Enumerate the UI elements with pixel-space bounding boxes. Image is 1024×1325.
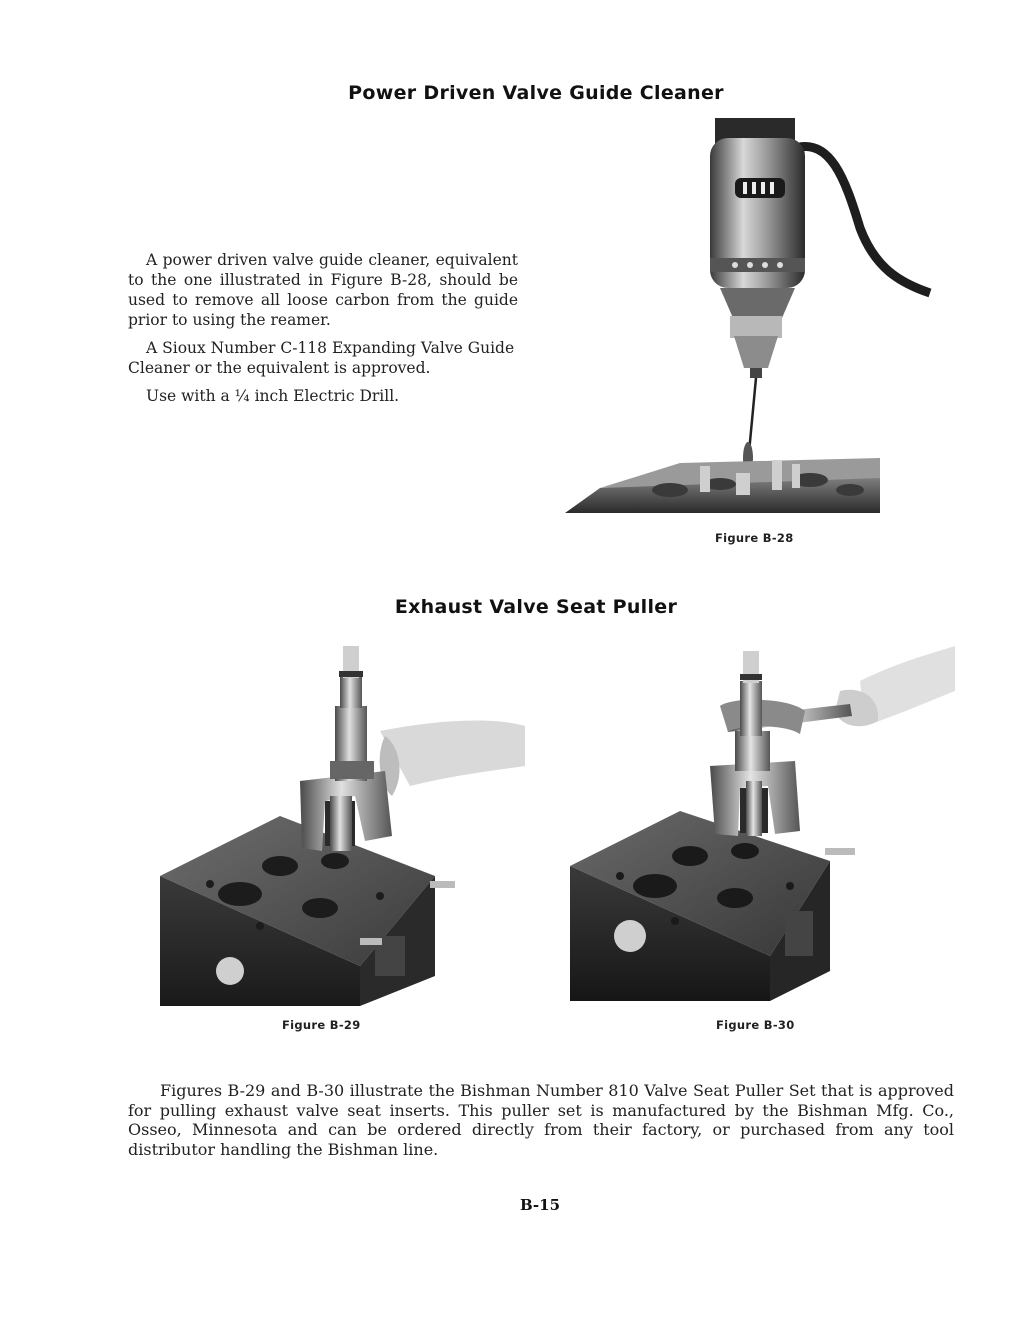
intro-paragraph-1: A power driven valve guide cleaner, equivalent to the one illustrated in Figure B-28, should be used to remove all loose carbon from the guide prior to using the reamer. (128, 251, 518, 329)
page-number: B-15 (519, 1196, 561, 1214)
section-title-exhaust-valve-seat-puller: Exhaust Valve Seat Puller (394, 596, 678, 618)
section-title-valve-guide-cleaner: Power Driven Valve Guide Cleaner (348, 82, 724, 104)
figure-b29-photo (130, 636, 530, 1006)
figure-b28-photo (560, 118, 950, 518)
figure-b28-caption: Figure B-28 (715, 531, 794, 545)
intro-text (128, 250, 518, 414)
figure-b30-photo (560, 636, 960, 1006)
figure-b30-caption: Figure B-30 (716, 1018, 795, 1032)
intro-paragraph-3: Use with a ¼ inch Electric Drill. (146, 387, 400, 405)
intro-paragraph-2: A Sioux Number C-118 Expanding Valve Guide Cleaner or the equivalent is approved. (128, 339, 515, 377)
valve-seat-puller-description: Figures B-29 and B-30 illustrate the Bishman Number 810 Valve Seat Puller Set that is approved for pulling exhaust valve seat inserts. This puller set is manufactured by the Bishman Mfg. Co., Osseo, Minnesota and can be ordered directly from their factory, or purchased from any tool distributor handling the Bishman line. (128, 1081, 954, 1159)
figure-b29-caption: Figure B-29 (282, 1018, 361, 1032)
